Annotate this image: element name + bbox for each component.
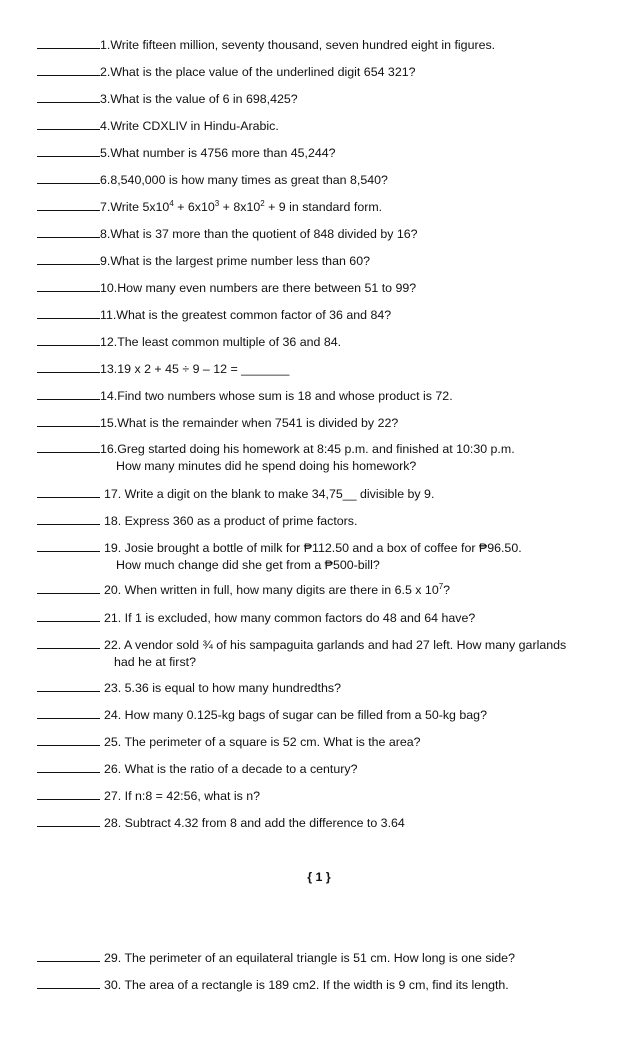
page-number: { 1 } xyxy=(307,870,331,884)
question-23 xyxy=(37,680,627,697)
question-28 xyxy=(37,815,627,832)
question-text: 30. The area of a rectangle is 189 cm2. If the width is 9 cm, find its length. xyxy=(104,978,509,992)
answer-blank[interactable] xyxy=(37,253,100,265)
question-text-continued: How much change did she get from a ₱500-bill? xyxy=(116,558,380,572)
answer-blank[interactable] xyxy=(37,361,100,373)
answer-blank[interactable] xyxy=(37,513,100,525)
answer-blank[interactable] xyxy=(37,334,100,346)
answer-blank[interactable] xyxy=(37,680,100,692)
answer-blank[interactable] xyxy=(37,37,100,49)
question-text: 11.What is the greatest common factor of 36 and 84? xyxy=(100,308,392,322)
question-27 xyxy=(37,788,627,805)
question-text: 17. Write a digit on the blank to make 34,75__ divisible by 9. xyxy=(104,487,435,501)
question-text: 2.What is the place value of the underlined digit 654 321? xyxy=(100,65,416,79)
question-text: 22. A vendor sold ¾ of his sampaguita garlands and had 27 left. How many garlands xyxy=(104,638,567,652)
question-text: 14.Find two numbers whose sum is 18 and whose product is 72. xyxy=(100,389,453,403)
question-text: 6.8,540,000 is how many times as great than 8,540? xyxy=(100,173,388,187)
question-12 xyxy=(37,334,627,351)
question-1 xyxy=(37,37,627,54)
question-text: 12.The least common multiple of 36 and 84. xyxy=(100,335,342,349)
answer-blank[interactable] xyxy=(37,172,100,184)
question-text: 9.What is the largest prime number less than 60? xyxy=(100,254,370,268)
question-17 xyxy=(37,486,627,503)
answer-blank[interactable] xyxy=(37,226,100,238)
question-4 xyxy=(37,118,627,135)
question-text: 27. If n:8 = 42:56, what is n? xyxy=(104,789,261,803)
question-9 xyxy=(37,253,627,270)
question-text: 10.How many even numbers are there between 51 to 99? xyxy=(100,281,417,295)
question-3 xyxy=(37,91,627,108)
question-30 xyxy=(37,977,627,994)
question-text: 16.Greg started doing his homework at 8:45 p.m. and finished at 10:30 p.m. xyxy=(100,442,515,456)
answer-blank[interactable] xyxy=(37,441,100,453)
question-text: 18. Express 360 as a product of prime factors. xyxy=(104,514,358,528)
question-24 xyxy=(37,707,627,724)
question-22 xyxy=(37,637,627,671)
answer-blank[interactable] xyxy=(37,707,100,719)
question-text-continued: had he at first? xyxy=(114,655,196,669)
question-text: 23. 5.36 is equal to how many hundredths? xyxy=(104,681,341,695)
question-text: 15.What is the remainder when 7541 is divided by 22? xyxy=(100,416,399,430)
question-5 xyxy=(37,145,627,162)
answer-blank[interactable] xyxy=(37,582,100,594)
answer-blank[interactable] xyxy=(37,388,100,400)
answer-blank[interactable] xyxy=(37,610,100,622)
question-text: 24. How many 0.125-kg bags of sugar can be filled from a 50-kg bag? xyxy=(104,708,487,722)
question-text: 7.Write $5x10^4 + 6x10^3 + 8x10^2 + 9$ in standard form. xyxy=(100,199,383,214)
question-text: 26. What is the ratio of a decade to a century? xyxy=(104,762,358,776)
answer-blank[interactable] xyxy=(37,761,100,773)
question-29 xyxy=(37,950,627,967)
question-text: 1.Write fifteen million, seventy thousand, seven hundred eight in figures. xyxy=(100,38,496,52)
answer-blank[interactable] xyxy=(37,307,100,319)
answer-blank[interactable] xyxy=(37,637,100,649)
answer-blank[interactable] xyxy=(37,950,100,962)
answer-blank[interactable] xyxy=(37,118,100,130)
answer-blank[interactable] xyxy=(37,280,100,292)
question-25 xyxy=(37,734,627,751)
question-16 xyxy=(37,441,627,475)
answer-blank[interactable] xyxy=(37,199,100,211)
question-text: 21. If 1 is excluded, how many common factors do 48 and 64 have? xyxy=(104,611,476,625)
answer-blank[interactable] xyxy=(37,415,100,427)
question-13 xyxy=(37,361,627,378)
question-14 xyxy=(37,388,627,405)
answer-blank[interactable] xyxy=(37,788,100,800)
question-text: 4.Write CDXLIV in Hindu-Arabic. xyxy=(100,119,279,133)
question-6 xyxy=(37,172,627,189)
question-8 xyxy=(37,226,627,243)
question-11 xyxy=(37,307,627,324)
answer-blank[interactable] xyxy=(37,91,100,103)
question-text: 28. Subtract 4.32 from 8 and add the difference to 3.64 xyxy=(104,816,405,830)
question-text: 29. The perimeter of an equilateral triangle is 51 cm. How long is one side? xyxy=(104,951,515,965)
question-7 xyxy=(37,199,627,216)
question-26 xyxy=(37,761,627,778)
question-text: 19. Josie brought a bottle of milk for ₱112.50 and a box of coffee for ₱96.50. xyxy=(104,541,522,555)
question-15 xyxy=(37,415,627,432)
question-text: 8.What is 37 more than the quotient of 848 divided by 16? xyxy=(100,227,418,241)
answer-blank[interactable] xyxy=(37,815,100,827)
question-text: 3.What is the value of 6 in 698,425? xyxy=(100,92,298,106)
question-text: 13.19 x 2 + 45 ÷ 9 – 12 = _______ xyxy=(100,362,290,376)
question-19 xyxy=(37,540,627,574)
question-text: 25. The perimeter of a square is 52 cm. What is the area? xyxy=(104,735,421,749)
question-21 xyxy=(37,610,627,627)
answer-blank[interactable] xyxy=(37,486,100,498)
answer-blank[interactable] xyxy=(37,540,100,552)
question-2 xyxy=(37,64,627,81)
answer-blank[interactable] xyxy=(37,977,100,989)
answer-blank[interactable] xyxy=(37,734,100,746)
answer-blank[interactable] xyxy=(37,64,100,76)
question-10 xyxy=(37,280,627,297)
question-18 xyxy=(37,513,627,530)
question-text: 5.What number is 4756 more than 45,244? xyxy=(100,146,336,160)
question-text: 20. When written in full, how many digits are there in 6.5 x $10^7$? xyxy=(104,582,451,597)
question-text-continued: How many minutes did he spend doing his homework? xyxy=(116,459,417,473)
answer-blank[interactable] xyxy=(37,145,100,157)
question-20 xyxy=(37,582,627,599)
